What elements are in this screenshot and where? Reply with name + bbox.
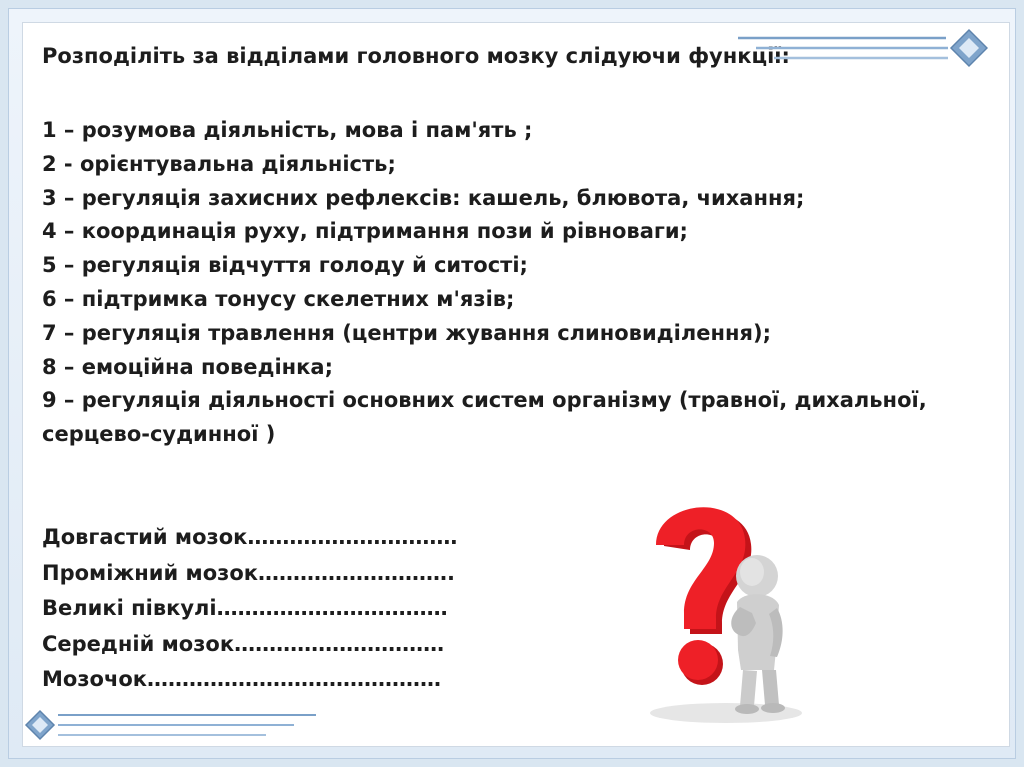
function-item-3: 3 – регуляція захисних рефлексів: кашель, блювота, чихання; [42,185,805,210]
slide-content [22,22,1010,747]
answer-list [42,520,522,698]
function-item-9: 9 – регуляція діяльності основних систем організму (травної, дихальної, серцево-судинної ) [42,388,927,447]
diamond-arrow-icon [22,703,322,747]
function-item-6: 6 – підтримка тонусу скелетних м'язів; [42,286,515,311]
function-item-7: 7 – регуляція травлення (центри жування слиновиділення); [42,320,771,345]
answer-diencephalon: Проміжний мозок………………………. [42,560,455,585]
function-item-8: 8 – емоційна поведінка; [42,354,333,379]
answer-cerebellum: Мозочок…………………………………… [42,667,442,691]
function-item-1: 1 – розумова діяльність, мова і пам'ять ; [42,118,533,142]
answer-medulla: Довгастий мозок………………………… [42,525,458,549]
slide-title: Розподіліть за відділами головного мозку слідуючи функції: [42,44,790,68]
answer-midbrain: Середній мозок………………………… [42,631,445,656]
question-mark-thinking-figure-icon [628,490,816,726]
function-item-2: 2 - орієнтувальна діяльність; [42,151,396,176]
functions-list [42,114,972,452]
function-item-4: 4 – координація руху, підтримання пози й рівноваги; [42,219,688,244]
diamond-arrow-icon [738,22,988,74]
slide-frame [8,8,1016,759]
answer-cerebral-hemispheres: Великі півкулі…………………………… [42,596,448,620]
function-item-5: 5 – регуляція відчуття голоду й ситості; [42,253,528,278]
